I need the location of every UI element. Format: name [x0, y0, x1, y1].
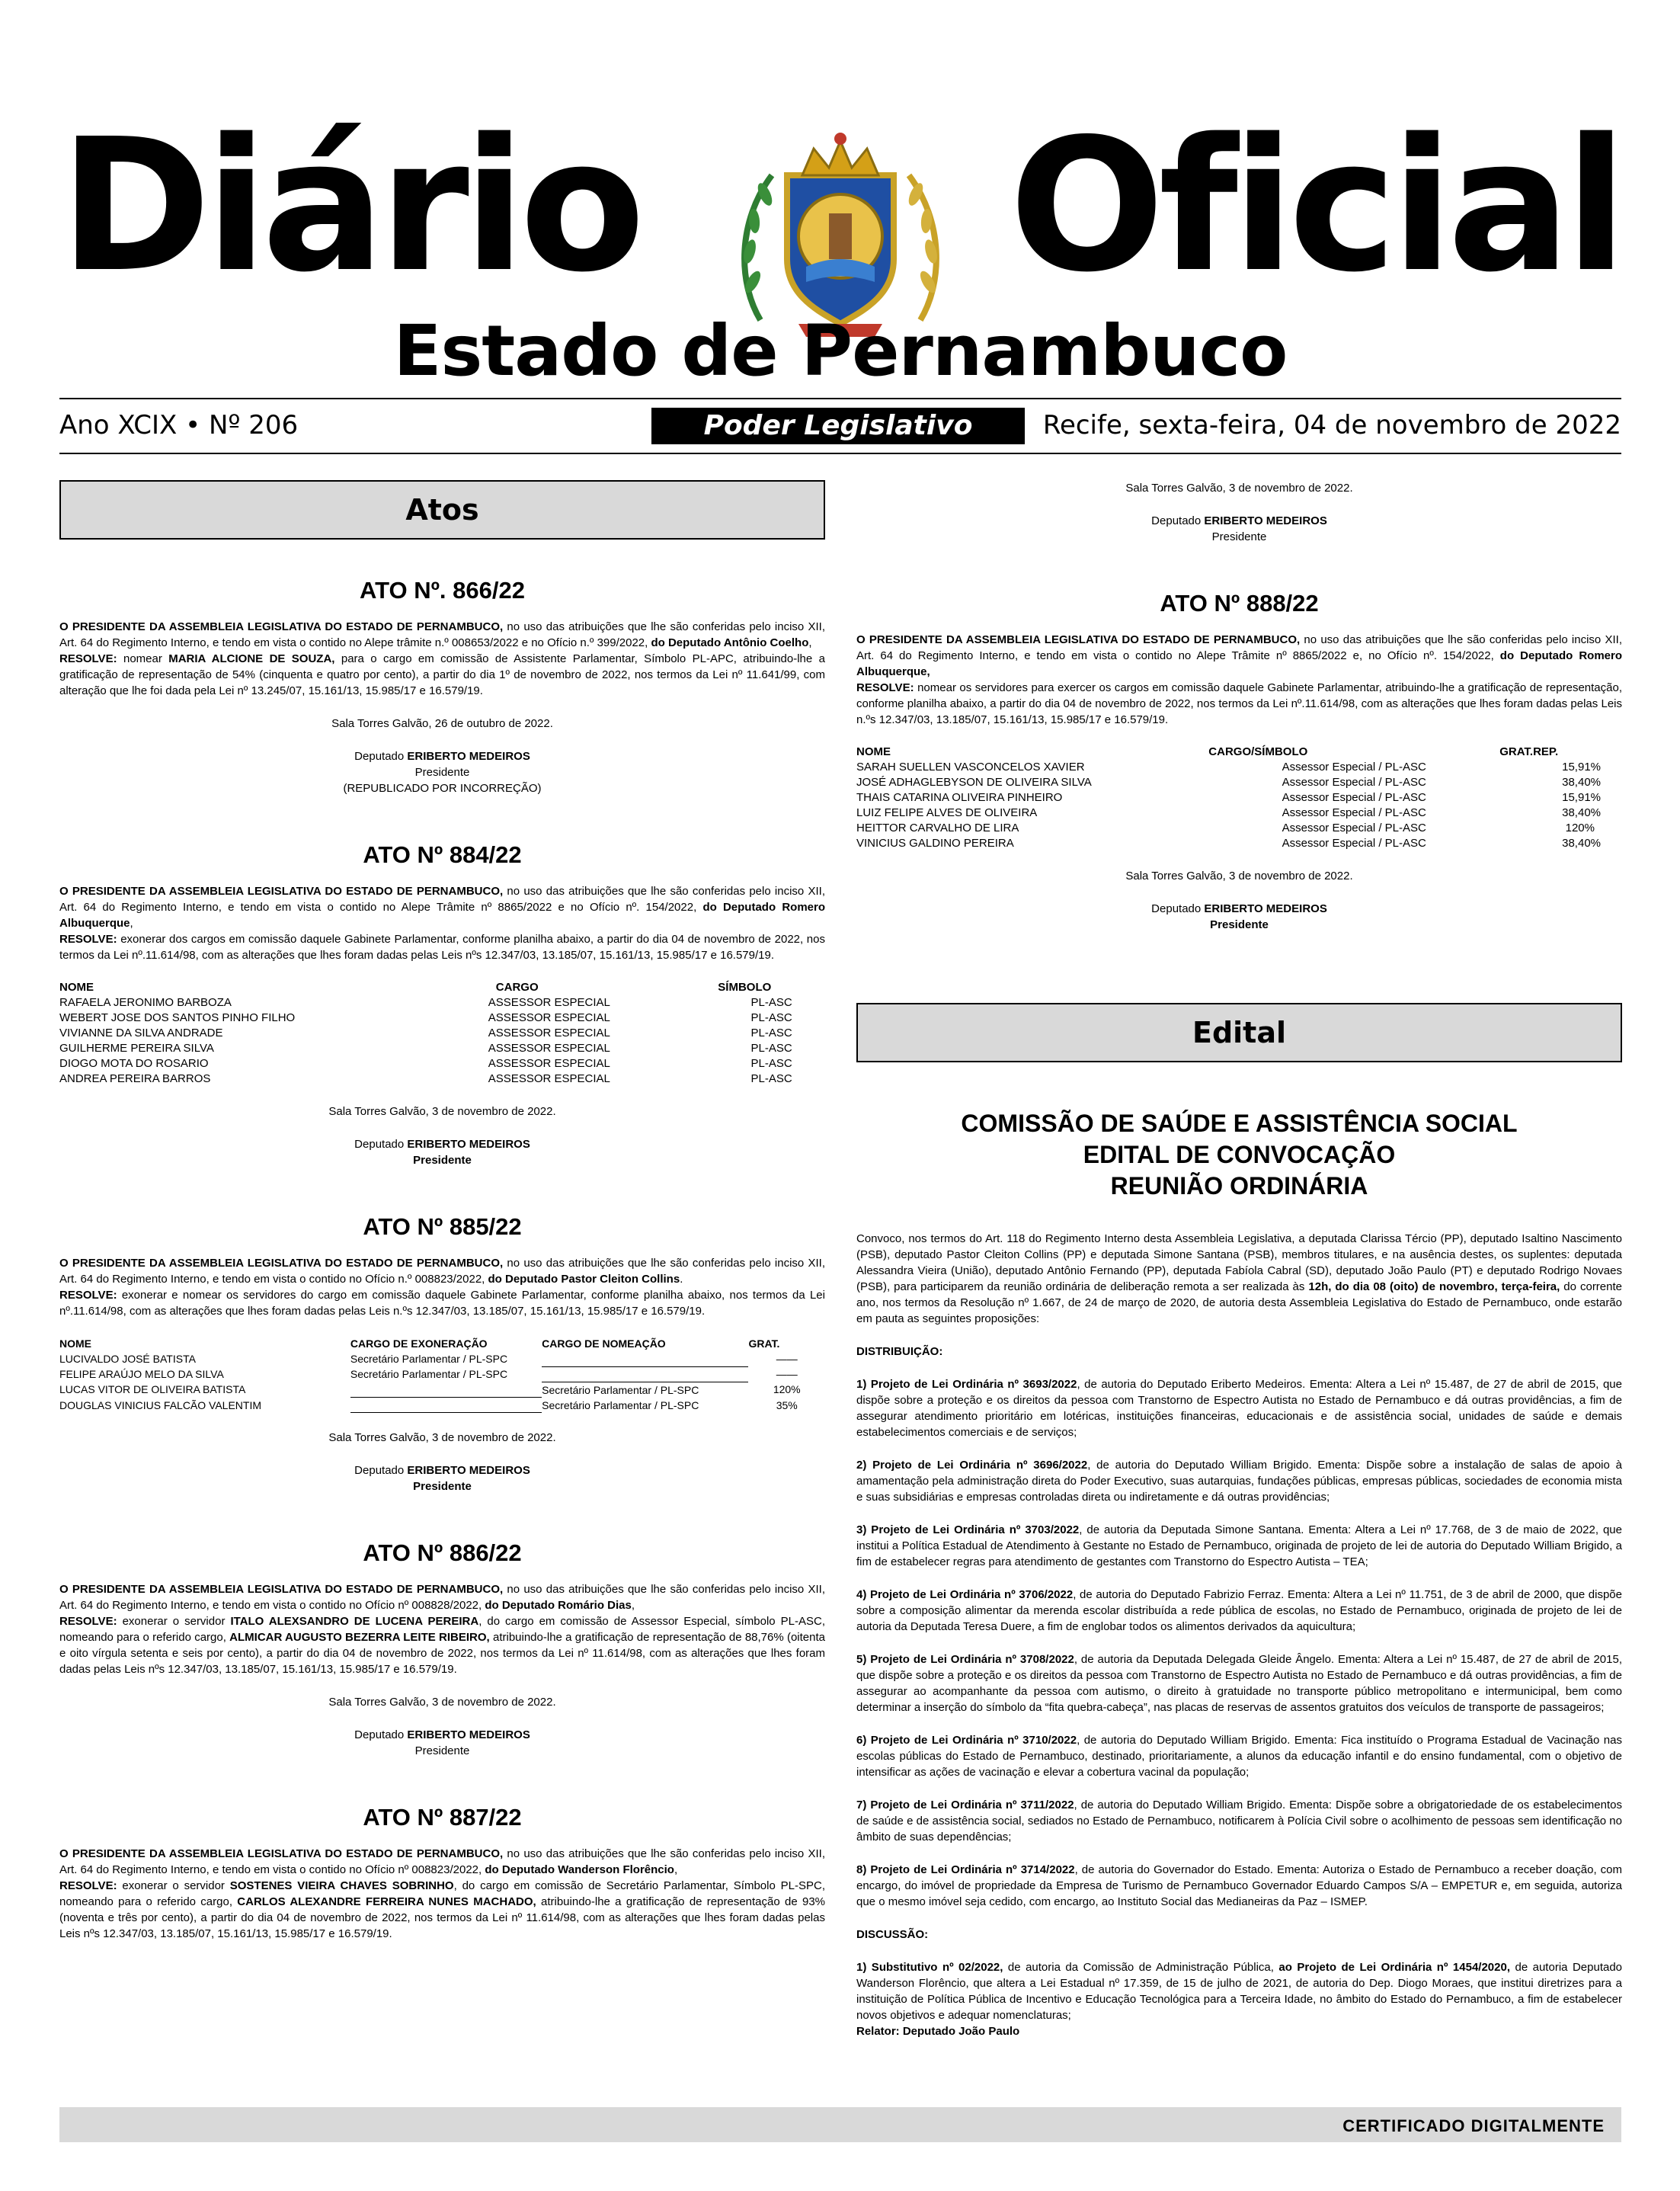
ato-888-place: Sala Torres Galvão, 3 de novembro de 2022.	[1125, 870, 1353, 882]
ato-884-place: Sala Torres Galvão, 3 de novembro de 2022.	[328, 1105, 556, 1118]
table-row: DIOGO MOTA DO ROSARIO ASSESSOR ESPECIAL PL-ASC	[59, 1057, 792, 1070]
table-header: NOME	[856, 745, 891, 758]
table-row: JOSÉ ADHAGLEBYSON DE OLIVEIRA SILVA Assessor Especial / PL-ASC 38,40%	[856, 776, 1601, 789]
ato-886-signature: Deputado ERIBERTO MEDEIROS	[354, 1728, 530, 1741]
ato-886-title: ATO Nº 886/22	[363, 1539, 522, 1566]
table-row: HEITTOR CARVALHO DE LIRA Assessor Especial / PL-ASC 120%	[856, 822, 1595, 834]
footer-certified-label: CERTIFICADO DIGITALMENTE	[1342, 2116, 1605, 2135]
list-item: 1) Projeto de Lei Ordinária nº 3693/2022, de autoria do Deputado Eriberto Medeiros. Ementa: Altera a Lei nº 15.487, de 27 de abril de 2015, que dispõe sobre a proteção e os direitos da pessoa com Transtorno de Espectro Autista no Estado de Pernambuco e dá outras providências, a fim de assegurar atendimento prioritário em lotéricas, instituições financeiras, educacionais e de assistência social, unidades de saúde e demais estabelecimentos comerciais e de serviços;	[856, 1378, 1622, 1439]
table-row: WEBERT JOSE DOS SANTOS PINHO FILHO ASSESSOR ESPECIAL PL-ASC	[59, 1011, 792, 1024]
masthead-subtitle: Estado de Pernambuco	[393, 310, 1288, 392]
table-row: LUIZ FELIPE ALVES DE OLIVEIRA Assessor Especial / PL-ASC 38,40%	[856, 806, 1601, 819]
table-header: SÍMBOLO	[718, 981, 772, 994]
table-row: LUCIVALDO JOSÉ BATISTA Secretário Parlamentar / PL-SPC ——	[59, 1353, 798, 1365]
masthead	[59, 99, 1621, 404]
masthead-rule-top	[59, 398, 1621, 399]
table-header: CARGO/SÍMBOLO	[1208, 745, 1308, 758]
table-header: CARGO DE NOMEAÇÃO	[542, 1337, 666, 1350]
edital-intro: Convoco, nos termos do Art. 118 do Regimento Interno desta Assembleia Legislativa, a deputada Clarissa Tércio (PP), deputado Isaltino Nascimento (PSB), deputado Pastor Cleiton Collins (PP) e deputada Simone Santana (PSB), membros titulares, e na ausência destes, os suplentes: deputada Alessandra Vieira (União), deputado Antônio Fernando (PP), deputada Fabíola Cabral (SD), deputado João Paulo (PT) e deputado Rodrigo Novaes (PSB), para participarem da reunião ordinária de deliberação remota a ser realizada às 12h, do dia 08 (oito) de novembro, terça-feira, do corrente ano, nos termos da Resolução nº 1.667, de 24 de março de 2020, de autoria desta Assembleia Legislativa do Estado de Pernambuco, onde estarão em pauta as seguintes proposições:	[856, 1232, 1623, 1325]
ato-888-signature: Deputado ERIBERTO MEDEIROS	[1151, 902, 1327, 915]
dateline: Recife, sexta-feira, 04 de novembro de 2022	[1042, 410, 1621, 440]
ato-887-body: O PRESIDENTE DA ASSEMBLEIA LEGISLATIVA DO ESTADO DE PERNAMBUCO, no uso das atribuições que lhe são conferidas pelo inciso XII, Art. 64 do Regimento Interno, e tendo em vista o contido no Ofício nº 008823/2022, do Deputado Wanderson Florêncio, RESOLVE: exonerar o servidor SOSTENES VIEIRA CHAVES SOBRINHO, do cargo em comissão de Secretário Parlamentar, Símbolo PL-SPC, nomeando para o referido cargo, CARLOS ALEXANDRE FERREIRA NUNES MACHADO, atribuindo-lhe a gratificação de representação de 93% (noventa e três por cento), a partir do dia 04 de novembro de 2022, nos termos da Lei nº 11.614/98, com as alterações que lhes foram dadas pelas Leis nºs 12.347/03, 13.185/07, 15.161/13, 15.985/17 e 16.579/19.	[59, 1847, 825, 1940]
masthead-word-left: Diário	[59, 99, 639, 312]
ato-866-body: O PRESIDENTE DA ASSEMBLEIA LEGISLATIVA DO ESTADO DE PERNAMBUCO, no uso das atribuições que lhe são conferidas pelo inciso XII, Art. 64 do Regimento Interno, e tendo em vista o contido no Alepe trâmite n.º 008653/2022 e no Ofício n.º 399/2022, do Deputado Antônio Coelho, RESOLVE: nomear MARIA ALCIONE DE SOUZA, para o cargo em comissão de Assistente Parlamentar, Símbolo PL-APC, atribuindo-lhe a gratificação de representação de 54% (cinquenta e quatro por cento), a partir do dia 1º de novembro de 2022, nos termos da Lei nº 11.641/99, com alteração que lhe foi dada pela Lei nº 13.245/07, 15.161/13, 15.985/17 e 16.579/19.	[59, 620, 825, 697]
masthead-rule-bottom	[59, 453, 1621, 454]
ato-888-role: Presidente	[1210, 918, 1269, 931]
branch-label: Poder Legislativo	[651, 408, 1025, 444]
ato-888-title: ATO Nº 888/22	[1160, 590, 1319, 617]
table-header: CARGO	[495, 981, 539, 994]
ato-885-title: ATO Nº 885/22	[363, 1213, 522, 1240]
table-header: NOME	[59, 981, 94, 994]
ato-886-place: Sala Torres Galvão, 3 de novembro de 2022.	[328, 1696, 556, 1709]
list-item: 3) Projeto de Lei Ordinária nº 3703/2022, de autoria da Deputada Simone Santana. Ementa: Altera a Lei nº 17.768, de 3 de maio de 2022, que institui a Política Estadual de Atendimento à Gestante no Estado de Pernambuco, originada de projeto de lei de autoria do Deputado William Brigido, a fim de estabelecer regras para atendimento de gestantes com Transtorno do Espectro Autista – TEA;	[856, 1523, 1622, 1568]
table-row: SARAH SUELLEN VASCONCELOS XAVIER Assessor Especial / PL-ASC 15,91%	[856, 761, 1601, 774]
edital-relator: Relator: Deputado João Paulo	[856, 2025, 1020, 2038]
section-header-edital: Edital	[856, 1003, 1622, 1062]
table-header: GRAT.	[748, 1337, 780, 1350]
table-row: VIVIANNE DA SILVA ANDRADE ASSESSOR ESPECIAL PL-ASC	[59, 1027, 792, 1039]
table-row: LUCAS VITOR DE OLIVEIRA BATISTA Secretário Parlamentar / PL-SPC 120%	[59, 1382, 825, 1398]
ato-887-role: Presidente	[1211, 530, 1267, 543]
table-row: THAIS CATARINA OLIVEIRA PINHEIRO Assessor Especial / PL-ASC 15,91%	[856, 791, 1601, 804]
table-row: VINICIUS GALDINO PEREIRA Assessor Especial / PL-ASC 38,40%	[856, 837, 1601, 850]
list-item: 5) Projeto de Lei Ordinária nº 3708/2022, de autoria da Deputada Delegada Gleide Ângelo. Ementa: Altera a Lei nº 15.487, de 27 de abril de 2015, que dispõe sobre a proteção e os direitos da pessoa com Transtorno de Espectro Autista no Estado de Pernambuco e dá outras providências, a fim de assegurar ao acompanhante da pessoa com autismo, o direito à gratuidade no transporte público metropolitano e intermunicipal, bem como determinar a inserção do símbolo da “fita quebra-cabeça”, nas placas de reservas de assentos gratuitos dos veículos de transporte de passageiros;	[856, 1653, 1622, 1714]
ato-884-table	[59, 980, 825, 1087]
ato-866-note: (REPUBLICADO POR INCORREÇÃO)	[343, 782, 542, 795]
ato-887-signature: Deputado ERIBERTO MEDEIROS	[1151, 514, 1327, 527]
ato-888-table	[856, 745, 1622, 851]
table-header: NOME	[59, 1337, 91, 1350]
ato-885-place: Sala Torres Galvão, 3 de novembro de 2022.	[328, 1431, 556, 1444]
right-column	[856, 480, 1622, 2039]
edital-discussao-label: DISCUSSÃO:	[856, 1928, 929, 1941]
list-item: 4) Projeto de Lei Ordinária nº 3706/2022, de autoria do Deputado Fabrizio Ferraz. Ementa: Altera a Lei nº 11.751, de 3 de abril de 2000, que dispõe sobre a composição alimentar da merenda escolar distribuída a rede pública de escolas, no Estado de Pernambuco, originada de projeto de lei de autoria da Deputada Teresa Duere, a fim de englobar todos os alimentos derivados da aquicultura;	[856, 1588, 1622, 1633]
masthead-word-right: Oficial	[1009, 99, 1621, 312]
ato-888-body: O PRESIDENTE DA ASSEMBLEIA LEGISLATIVA DO ESTADO DE PERNAMBUCO, no uso das atribuições que lhe são conferidas pelo inciso XII, Art. 64 do Regimento Interno, e tendo em vista o contido no Alepe Trâmite nº 8865/2022 e, no Ofício nº. 154/2022, do Deputado Romero Albuquerque, RESOLVE: nomear os servidores para exercer os cargos em comissão daquele Gabinete Parlamentar, atribuindo-lhe a gratificação de representação, conforme planilha abaixo, a partir do dia 04 de novembro de 2022, nos termos da Lei nº.11.614/98, com as alterações que lhes foram dadas pelas Leis n.ºs 12.347/03, 13.185/07, 15.161/13, 15.985/17 e 16.579/19.	[856, 633, 1622, 726]
edital-title: COMISSÃO DE SAÚDE E ASSISTÊNCIA SOCIAL EDITAL DE CONVOCAÇÃO REUNIÃO ORDINÁRIA	[961, 1110, 1518, 1200]
table-row: FELIPE ARAÚJO MELO DA SILVA Secretário Parlamentar / PL-SPC ——	[59, 1368, 798, 1380]
section-header-atos: Atos	[59, 480, 825, 540]
ato-886-role: Presidente	[414, 1744, 470, 1757]
ato-866-role: Presidente	[414, 766, 470, 779]
list-item: 6) Projeto de Lei Ordinária nº 3710/2022, de autoria do Deputado William Brigido. Ementa: Fica instituído o Programa Estadual de Vacinação nas escolas públicas do Estado de Pernambuco, destinado, prioritariamente, a alunos da educação infantil e do ensino fundamental, com o objetivo de intensificar as ações de vacinação e elevar a cobertura vacinal da população;	[856, 1734, 1622, 1779]
edital-discussao-item: 1) Substitutivo nº 02/2022, de autoria da Comissão de Administração Pública, ao Projeto de Lei Ordinária nº 1454/2020, de autoria Deputado Wanderson Florêncio, que altera a Lei Estadual nº 17.359, de 15 de julho de 2021, de autoria do Dep. Diogo Moraes, que institui diretrizes para a instituição de Política Pública de Incentivo e Educação Tecnológica para a Terceira Idade, no âmbito do Estado do Pernambuco, a fim de estabelecer novos objetivos e adequar nomenclaturas;	[856, 1961, 1623, 2022]
table-header: GRAT.REP.	[1499, 745, 1559, 758]
list-item: 8) Projeto de Lei Ordinária nº 3714/2022, de autoria do Governador do Estado. Ementa: Autoriza o Estado de Pernambuco a receber doação, com encargo, do imóvel de propriedade da Empresa de Turismo de Pernambuco Governador Eduardo Campos S/A – EMPETUR e, em seguida, autoriza que o mesmo imóvel seja cedido, com encargo, ao Instituto Social das Medianeiras da Paz – ISMEP.	[856, 1863, 1622, 1908]
table-row: DOUGLAS VINICIUS FALCÃO VALENTIM Secretário Parlamentar / PL-SPC 35%	[59, 1398, 798, 1411]
ato-887-place: Sala Torres Galvão, 3 de novembro de 2022.	[1125, 482, 1353, 495]
table-row: ANDREA PEREIRA BARROS ASSESSOR ESPECIAL PL-ASC	[59, 1072, 792, 1085]
footer-bar	[59, 2107, 1621, 2142]
ato-884-body: O PRESIDENTE DA ASSEMBLEIA LEGISLATIVA DO ESTADO DE PERNAMBUCO, no uso das atribuições que lhe são conferidas pelo inciso XII, Art. 64 do Regimento Interno, e tendo em vista o contido no Alepe Trâmite nº 8865/2022 e no Ofício nº. 154/2022, do Deputado Romero Albuquerque, RESOLVE: exonerar dos cargos em comissão daquele Gabinete Parlamentar, conforme planilha abaixo, a partir do dia 04 de novembro de 2022, nos termos da Lei nº.11.614/98, com as alterações que lhes foram dadas pelas Leis nºs 12.347/03, 13.185/07, 15.161/13, 15.985/17 e 16.579/19.	[59, 885, 825, 962]
edital-distribuicao-label: DISTRIBUIÇÃO:	[856, 1345, 943, 1358]
list-item: 2) Projeto de Lei Ordinária nº 3696/2022, de autoria do Deputado William Brigido. Ementa: Dispõe sobre a instalação de salas de apoio à amamentação pela administração direta do Poder Executivo, suas autarquias, fundações públicas, empresas públicas, sociedades de economia mista e suas subsidiárias e empresas controladas direta ou indiretamente e dá outras providências;	[856, 1459, 1622, 1504]
issue-number: Ano XCIX • Nº 206	[59, 410, 299, 440]
left-column	[59, 480, 825, 1942]
ato-866-signature: Deputado ERIBERTO MEDEIROS	[354, 750, 530, 763]
ato-885-table	[59, 1336, 825, 1413]
ato-866-place: Sala Torres Galvão, 26 de outubro de 2022.	[331, 717, 553, 730]
ato-885-role: Presidente	[413, 1480, 472, 1493]
ato-884-signature: Deputado ERIBERTO MEDEIROS	[354, 1138, 530, 1151]
table-row: RAFAELA JERONIMO BARBOZA ASSESSOR ESPECIAL PL-ASC	[59, 996, 792, 1009]
ato-884-role: Presidente	[413, 1154, 472, 1167]
ato-884-title: ATO Nº 884/22	[363, 841, 522, 868]
list-item: 7) Projeto de Lei Ordinária nº 3711/2022, de autoria do Deputado William Brigido. Ementa: Dispõe sobre a obrigatoriedade de os estabelecimentos de saúde e de assistência social, sediados no Estado de Pernambuco, notificarem à Polícia Civil sobre o acolhimento de pessoas sem identificação no âmbito de suas dependências;	[856, 1799, 1622, 1843]
ato-887-title: ATO Nº 887/22	[363, 1804, 522, 1831]
ato-866-title: ATO Nº. 866/22	[360, 577, 525, 604]
table-header: CARGO DE EXONERAÇÃO	[350, 1337, 488, 1350]
ato-885-signature: Deputado ERIBERTO MEDEIROS	[354, 1464, 530, 1477]
ato-885-body: O PRESIDENTE DA ASSEMBLEIA LEGISLATIVA DO ESTADO DE PERNAMBUCO, no uso das atribuições que lhe são conferidas pelo inciso XII, Art. 64 do Regimento Interno, e tendo em vista o contido no Ofício n.º 008823/2022, do Deputado Pastor Cleiton Collins. RESOLVE: exonerar e nomear os servidores do cargo em comissão daquele Gabinete Parlamentar, conforme planilha abaixo, nos termos da Lei nº.11.614/98, com as alterações que lhes foram dadas pelas Leis n.ºs 12.347/03, 13.185/07, 15.161/13, 15.985/17 e 16.579/19.	[59, 1257, 825, 1318]
ato-886-body: O PRESIDENTE DA ASSEMBLEIA LEGISLATIVA DO ESTADO DE PERNAMBUCO, no uso das atribuições que lhe são conferidas pelo inciso XII, Art. 64 do Regimento Interno, e tendo em vista o contido no Ofício nº 008828/2022, do Deputado Romário Dias, RESOLVE: exonerar o servidor ITALO ALEXSANDRO DE LUCENA PEREIRA, do cargo em comissão de Assessor Especial, símbolo PL-ASC, nomeando para o referido cargo, ALMICAR AUGUSTO BEZERRA LEITE RIBEIRO, atribuindo-lhe a gratificação de representação de 88,76% (oitenta e oito vírgula setenta e seis por cento), a partir do dia 04 de novembro de 2022, nos termos da Lei nº 11.614/98, com as alterações que lhes foram dadas pelas Leis nºs 12.347/03, 13.185/07, 15.161/13, 15.985/17 e 16.579/19.	[59, 1583, 826, 1676]
table-row: GUILHERME PEREIRA SILVA ASSESSOR ESPECIAL PL-ASC	[59, 1042, 792, 1055]
